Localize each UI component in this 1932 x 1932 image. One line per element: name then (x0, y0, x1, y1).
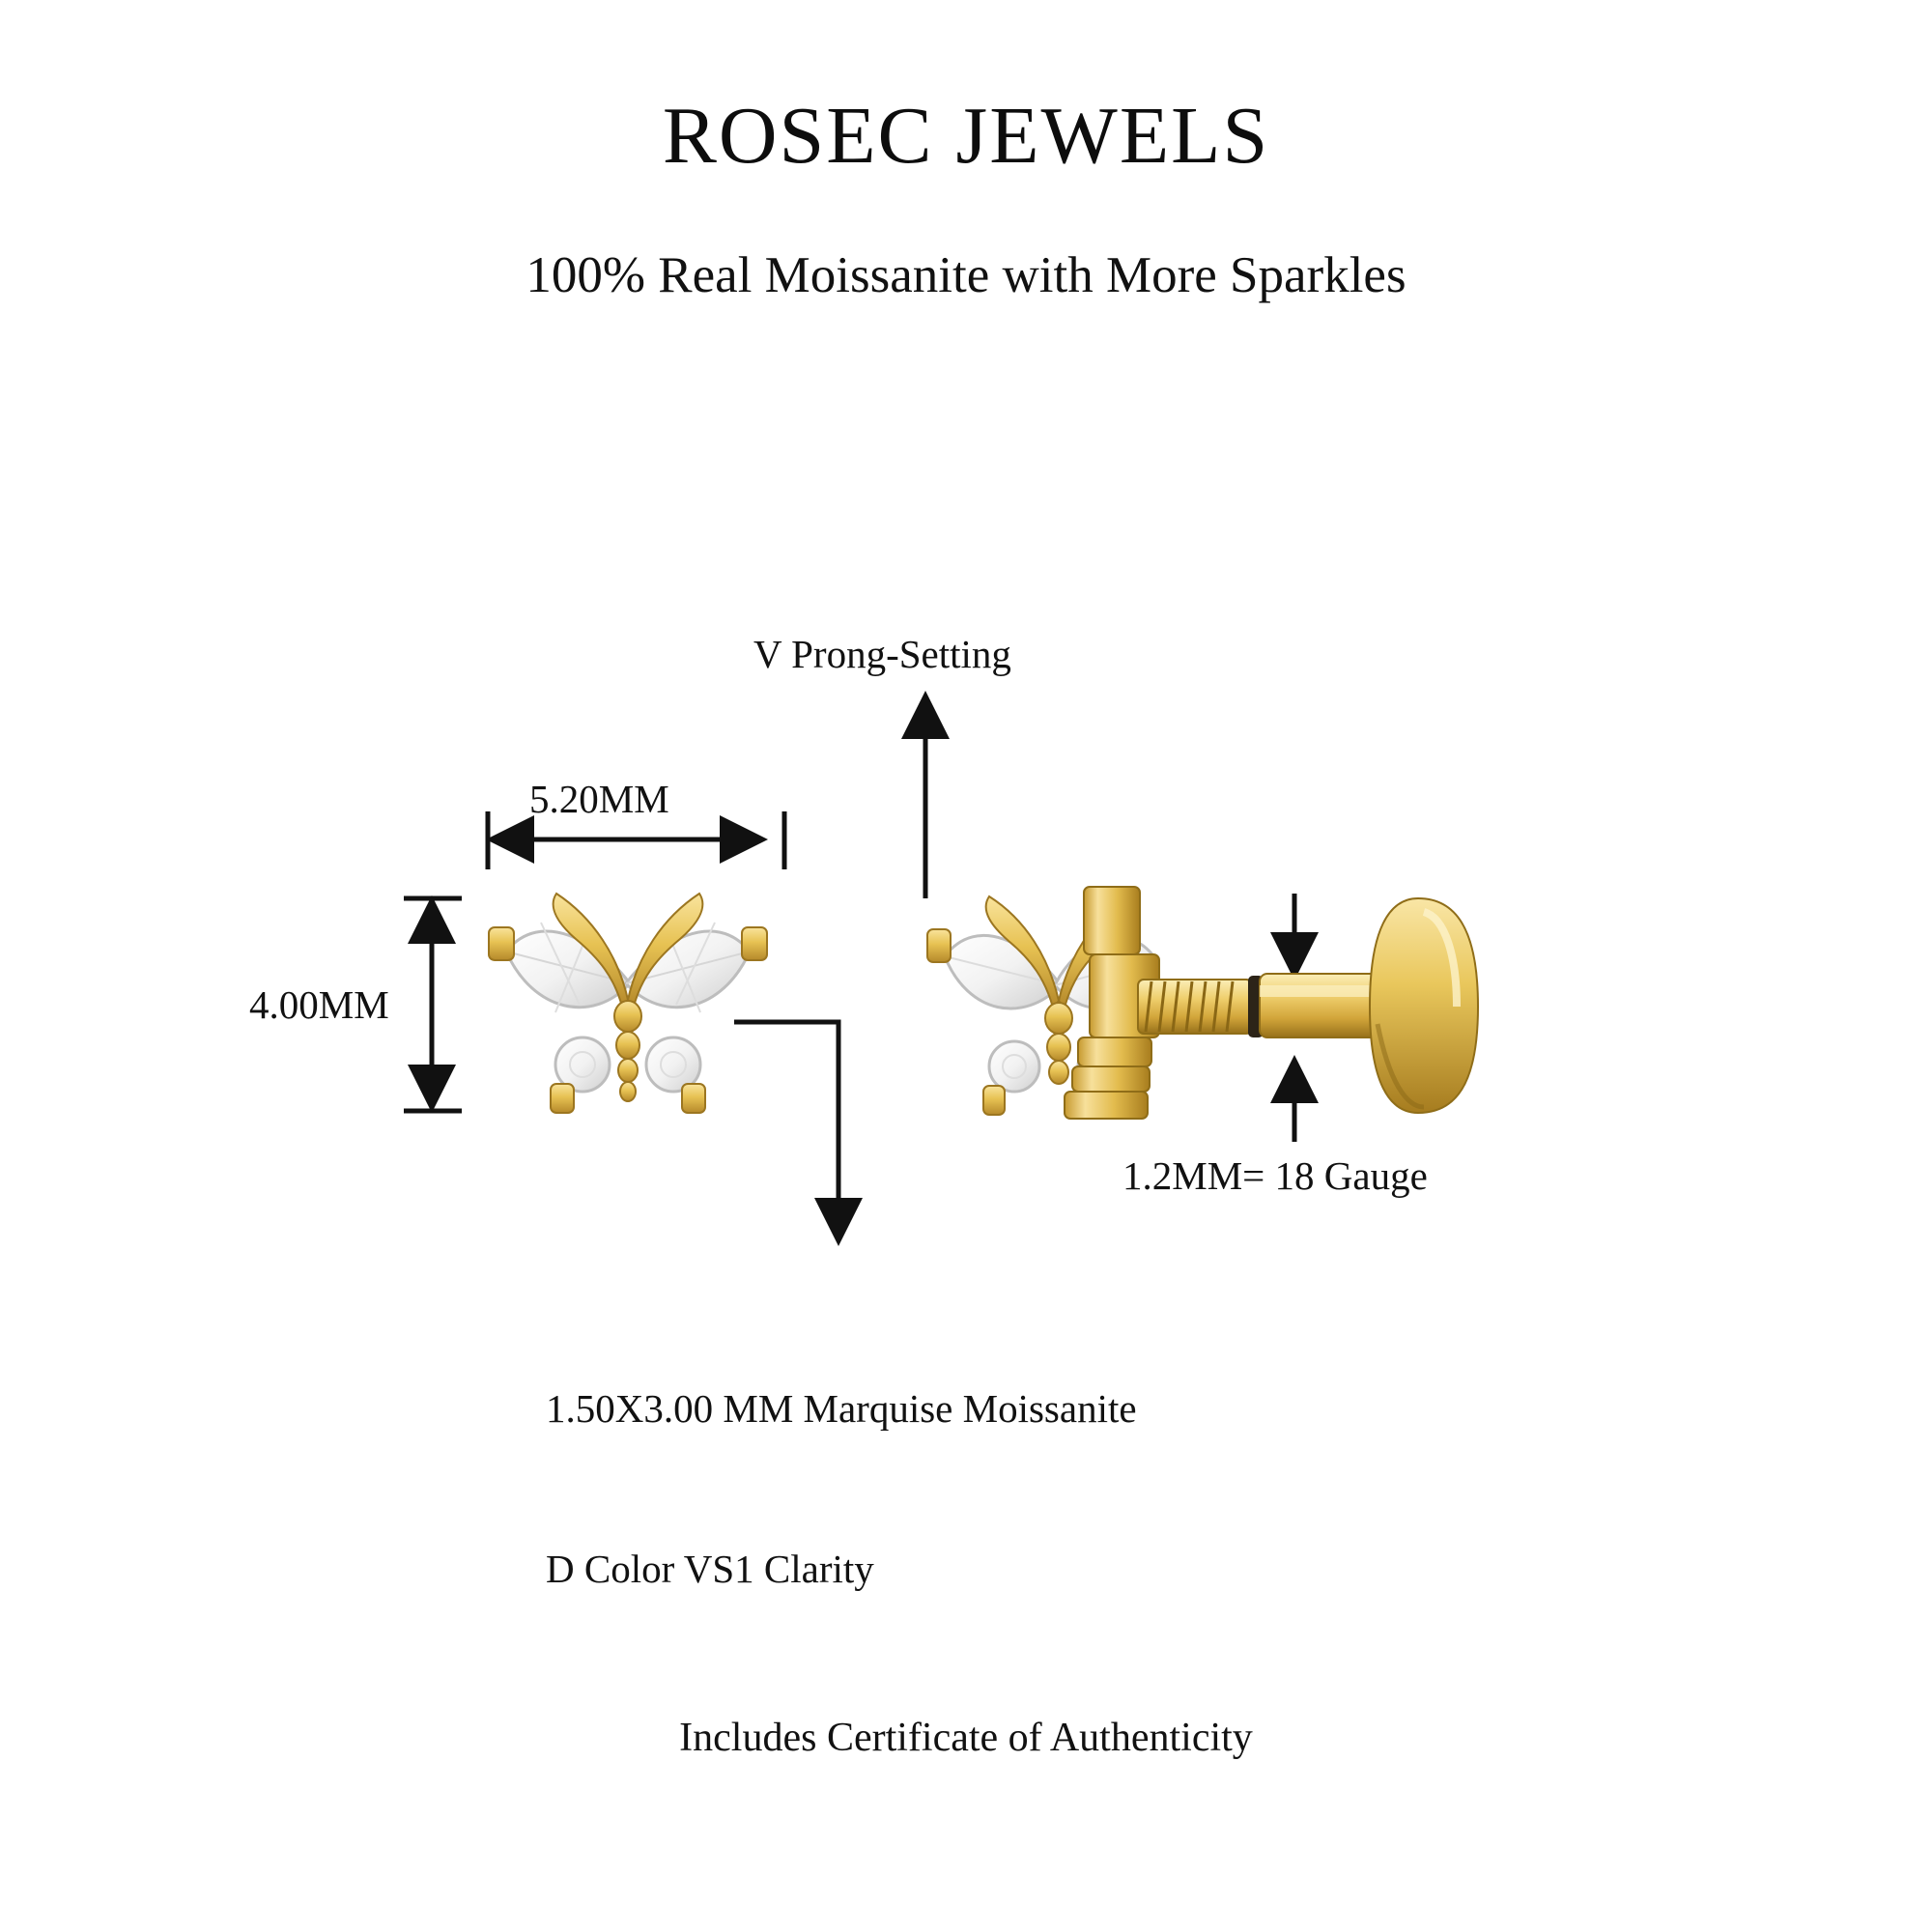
label-gauge-measure: 1.2MM= 18 Gauge (1122, 1153, 1428, 1198)
label-stone-spec (546, 1275, 1137, 1649)
flat-back-disc (1370, 898, 1478, 1113)
label-stone-line-1: 1.50X3.00 MM Marquise Moissanite (546, 1385, 1137, 1431)
label-stone-line-2: D Color VS1 Clarity (546, 1546, 874, 1591)
butterfly-stud-side (927, 887, 1478, 1119)
stone-leader-line (734, 1022, 838, 1241)
butterfly-body (614, 1001, 641, 1101)
threaded-post (1138, 976, 1264, 1037)
height-dimension-line (404, 898, 462, 1111)
butterfly-stud-front (489, 894, 767, 1113)
label-height-measure: 4.00MM (249, 982, 389, 1027)
butterfly-body-side (1045, 1003, 1072, 1084)
page-title: ROSEC JEWELS (662, 91, 1270, 181)
gem-round-left-lower-side (989, 1041, 1039, 1092)
certificate-note: Includes Certificate of Authenticity (679, 1716, 1253, 1760)
label-width-measure: 5.20MM (529, 777, 669, 821)
label-v-prong-setting: V Prong-Setting (753, 632, 1011, 676)
page-subtitle: 100% Real Moissanite with More Sparkles (526, 247, 1406, 303)
